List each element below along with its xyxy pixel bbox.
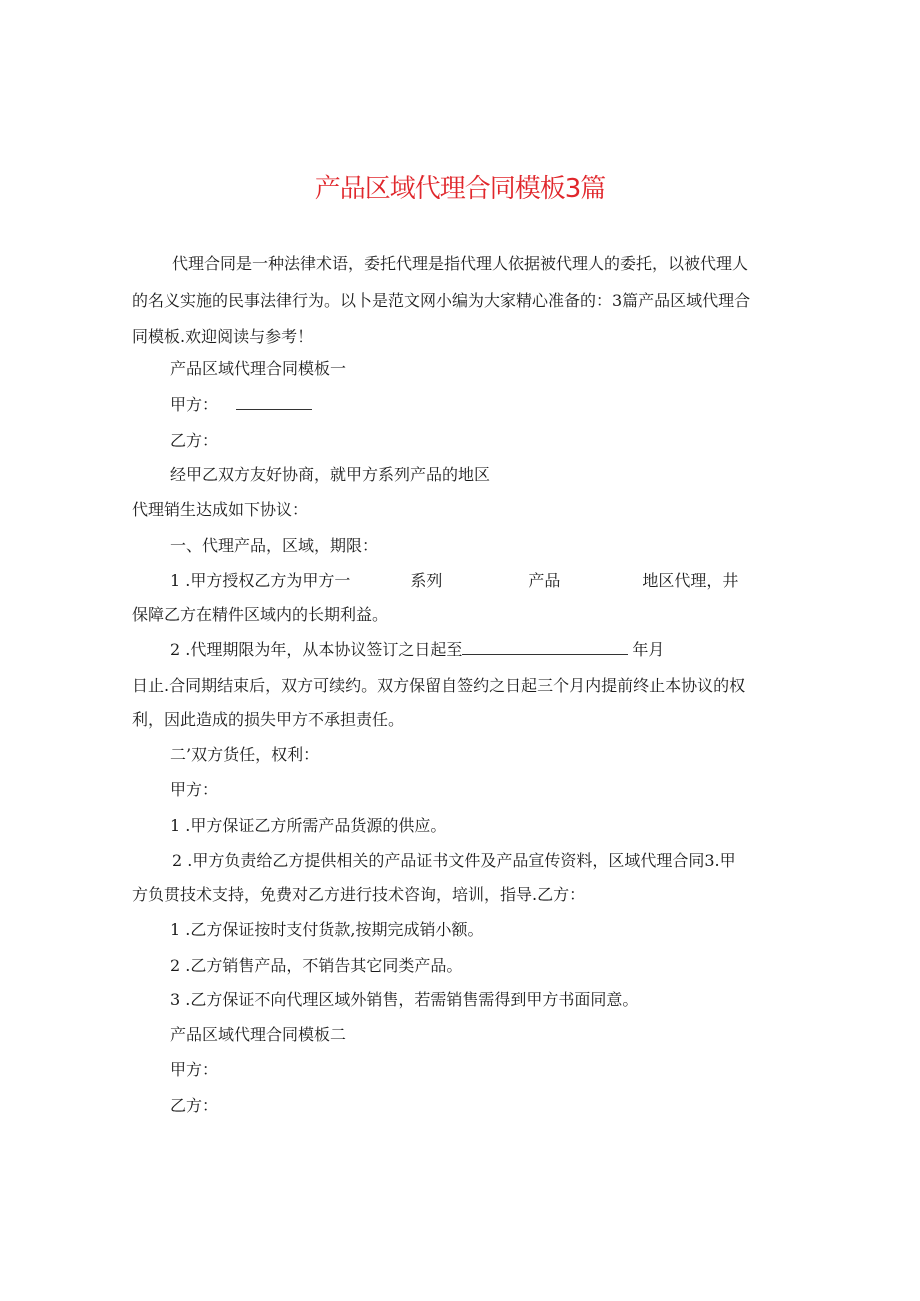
party-a-blank <box>236 395 312 410</box>
clause-1-1-series: 系列 <box>410 571 443 590</box>
party-b-line-2: 乙方： <box>170 1096 219 1115</box>
section-heading-1: 产品区域代理合同模板一 <box>170 359 347 378</box>
clause-1-1-prefix: 1 .甲方授权乙方为甲方一 <box>170 571 351 590</box>
negotiation-line: 经甲乙双方友好协商，就甲方系列产品的地区 <box>170 465 491 484</box>
party-a-line <box>170 395 312 415</box>
clause-1-1-product: 产品 <box>528 571 561 590</box>
intro-line-2: 的名义实施的民事法律行为。以卜是范文网小编为大家精心准备的：3篇产品区域代理合 <box>132 291 751 310</box>
party-a-duties-label: 甲方： <box>170 780 219 799</box>
clause-1-2-continued-2: 利，因此造成的损失甲方不承担责任。 <box>132 710 405 729</box>
clause-1-1 <box>170 571 738 591</box>
party-b-duty-1: 1 .乙方保证按时支付货款,按期完成销小额。 <box>170 920 484 939</box>
clause-1-2-prefix: 2 .代理期限为年，从本协议签订之日起至 <box>170 640 463 659</box>
clause-1-2-suffix: 年月 <box>632 640 665 659</box>
party-a-duty-2-continued: 方负贯技术支持，免费对乙方进行技术咨询，培训，指导.乙方： <box>132 885 586 904</box>
party-a-duty-1: 1 .甲方保证乙方所需产品货源的供应。 <box>170 816 447 835</box>
party-b-line: 乙方： <box>170 431 219 450</box>
clause-1-2-blank <box>462 640 628 655</box>
intro-line-3: 同模板.欢迎阅读与参考！ <box>132 327 314 346</box>
party-b-duty-2: 2 .乙方销售产品，不销告其它同类产品。 <box>170 956 463 975</box>
party-a-line-2: 甲方： <box>170 1060 219 1079</box>
section-heading-2: 产品区域代理合同模板二 <box>170 1025 347 1044</box>
clause-2-heading: 二’双方货任，权利： <box>170 745 320 764</box>
page-title: 产品区域代理合同模板3篇 <box>314 174 606 204</box>
party-a-duty-2: 2 .甲方负责给乙方提供相关的产品证书文件及产品宣传资料，区域代理合同3.甲 <box>172 851 736 870</box>
intro-line-1: 代理合同是一种法律术语，委托代理是指代理人依据被代理人的委托，以被代理人 <box>172 254 749 273</box>
clause-1-2 <box>170 640 664 660</box>
party-a-label: 甲方： <box>170 395 219 414</box>
clause-1-heading: 一、代理产品，区域，期限： <box>170 536 379 555</box>
clause-1-2-continued-1: 日止.合同期结束后，双方可续约。双方保留自签约之日起三个月内提前终止本协议的权 <box>132 676 746 695</box>
agreement-line: 代理销生达成如下协议： <box>132 500 309 519</box>
clause-1-1-region: 地区代理，井 <box>642 571 739 590</box>
clause-1-1-continued: 保障乙方在精件区域内的长期利益。 <box>132 605 389 624</box>
party-b-duty-3: 3 .乙方保证不向代理区域外销售，若需销售需得到甲方书面同意。 <box>170 990 639 1009</box>
